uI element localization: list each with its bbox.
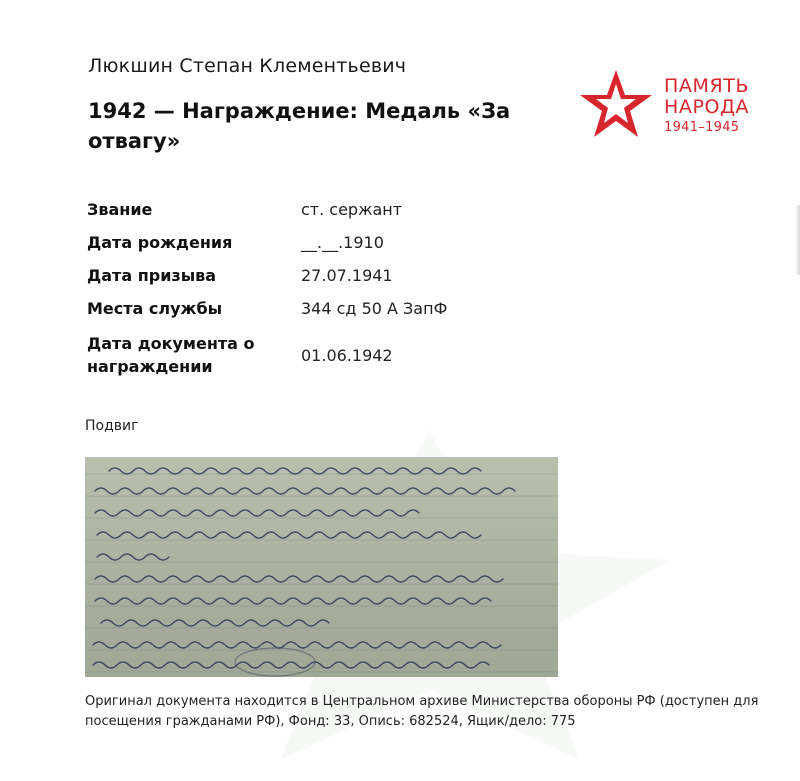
- info-table: [87, 193, 447, 383]
- info-row-rank: [87, 193, 447, 226]
- info-label: Дата документа о награждении: [87, 334, 255, 376]
- scroll-edge: [795, 205, 800, 275]
- info-value: 344 сд 50 А ЗапФ: [301, 299, 448, 318]
- logo-line-2: НАРОДА: [664, 96, 750, 118]
- info-label: Дата призыва: [87, 266, 217, 285]
- info-row-conscription-date: [87, 259, 447, 292]
- info-value: ст. сержант: [301, 200, 403, 219]
- pamyat-naroda-logo[interactable]: [578, 68, 768, 143]
- logo-years: 1941–1945: [664, 120, 740, 135]
- info-label: Звание: [87, 200, 153, 219]
- info-value: 27.07.1941: [301, 266, 393, 285]
- handwritten-document-icon: [85, 457, 558, 677]
- info-label: Места службы: [87, 299, 223, 318]
- feat-label: Подвиг: [85, 418, 139, 434]
- info-row-service-places: [87, 292, 447, 325]
- logo-line-1: ПАМЯТЬ: [664, 75, 750, 97]
- info-value: __.__.1910: [301, 233, 384, 252]
- document-scan-image[interactable]: [85, 457, 558, 677]
- info-value: 01.06.1942: [301, 345, 393, 365]
- person-name: Люкшин Степан Клементьевич: [88, 55, 407, 77]
- red-star-icon: [578, 68, 654, 140]
- info-label: Дата рождения: [87, 233, 233, 252]
- info-row-birth-date: [87, 226, 447, 259]
- archive-note: Оригинал документа находится в Центральном архиве Министерства обороны РФ (доступен для посещения гражданами РФ), Фонд: 33, Опись: 682524, Ящик/дело: 775: [85, 694, 759, 729]
- info-row-document-date: [87, 327, 447, 383]
- award-title: 1942 — Награждение: Медаль «За отвагу»: [88, 99, 511, 153]
